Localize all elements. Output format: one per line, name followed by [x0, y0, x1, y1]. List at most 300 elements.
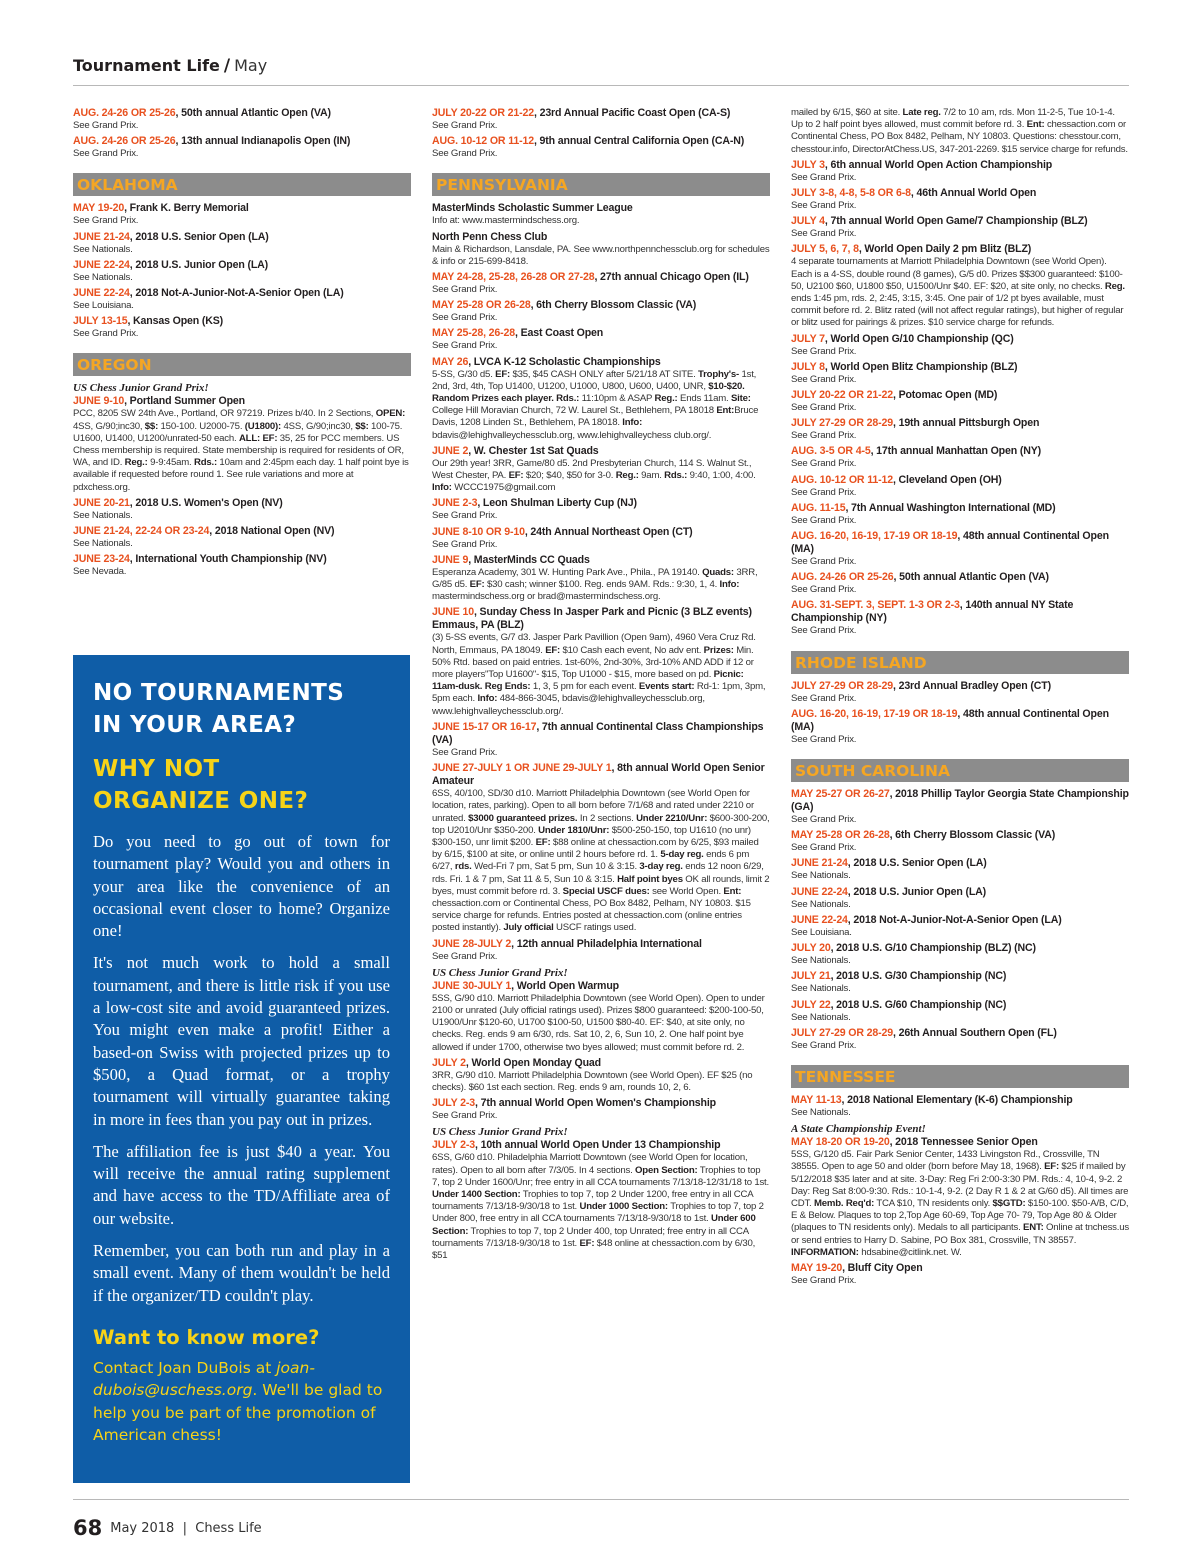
entry-date: MAY 19-20 [791, 1261, 843, 1274]
listing-entry [432, 299, 770, 324]
body-text: $88 online at chessaction.com by 6/25, $93 mailed by 6/15, $100 at site, or online until 2 hours before rd. 1. [432, 836, 759, 861]
entry-date: JUNE 30-JULY 1 [432, 979, 512, 992]
entry-body: See Nationals. [791, 1011, 851, 1023]
entry-date: MAY 18-20 OR 19-20 [791, 1136, 890, 1149]
body-key: Ent: [716, 405, 735, 417]
entry-body: See Grand Prix. [791, 373, 857, 385]
entry-body: See Grand Prix. [432, 340, 498, 352]
entry-title: , 10th annual World Open Under 13 Championship [474, 1139, 721, 1152]
entry-date: AUG. 16-20, 16-19, 17-19 OR 18-19 [791, 707, 958, 720]
body-key: $$: [144, 420, 159, 432]
entry-body: See Grand Prix. [791, 171, 857, 183]
listing-entry [791, 829, 1129, 854]
entry-date: JULY 20 [791, 942, 831, 955]
entry-date: MAY 25-28 OR 26-28 [791, 829, 890, 842]
entry-body: See Grand Prix. [791, 458, 857, 470]
body-key: EF: [545, 644, 561, 656]
entry-title: , 2018 National Elementary (K-6) Championship [841, 1093, 1073, 1106]
grand-prix-label: US Chess Junior Grand Prix! [432, 1126, 568, 1139]
footer-rule [73, 1499, 1129, 1500]
entry-date: JULY 27-29 OR 28-29 [791, 1026, 893, 1039]
listing-entry [791, 215, 1129, 240]
entry-title: , 8th annual World Open Senior Amateur [432, 762, 765, 788]
body-key: EF: [495, 368, 510, 380]
listing-entry [791, 1094, 1129, 1119]
entry-body: See Nationals. [791, 983, 851, 995]
entry-title: , Frank K. Berry Memorial [124, 202, 249, 215]
entry-date: JUNE 15-17 OR 16-17 [432, 720, 537, 733]
entry-body: See Grand Prix. [432, 746, 498, 758]
entry-title: , 17th annual Manhattan Open (NY) [870, 445, 1042, 458]
body-text: chessaction.com or Continental Chess, PO Box 8482, Pelham, NY 10803. $15 service charge for refunds. Entries posted at chessaction.com (online entries posted instantly). [432, 897, 751, 934]
body-key: 3-day reg. [639, 861, 683, 873]
listing-entry [73, 107, 411, 132]
entry-title: , 2018 U.S. G/60 Championship (NC) [830, 998, 1007, 1011]
state-header-rhode-island: RHODE ISLAND [791, 650, 1129, 674]
entry-title: , 24th Annual Northeast Open (CT) [524, 525, 693, 538]
entry-date: MAY 25-28, 26-28 [432, 327, 515, 340]
body-key: Trophy's- [698, 368, 740, 380]
body-text: Trophies to top 7, top 2 Under 800, free entry in all CCA tournaments 7/13/18-9/30/18 to 1st. [432, 1201, 764, 1225]
promo-want-more: Want to know more? [93, 1325, 320, 1349]
listing-entry [791, 970, 1129, 995]
entry-title: , Bluff City Open [842, 1261, 923, 1274]
entry-date: JULY 21 [791, 970, 831, 983]
entry-date: JULY 27-29 OR 28-29 [791, 417, 893, 430]
entry-date: JUNE 10 [432, 606, 474, 619]
listing-entry [432, 606, 770, 717]
entry-date: JUNE 21-24, 22-24 OR 23-24 [73, 525, 210, 538]
body-text: 11:10pm & ASAP [579, 393, 655, 405]
body-text: TCA $10, TN residents only. [874, 1197, 993, 1209]
body-key: Quads: [702, 566, 734, 578]
listing-entry [432, 271, 770, 296]
body-key: (U1800): [244, 420, 282, 432]
listing-entry [432, 107, 770, 132]
entry-date: JUNE 22-24 [73, 287, 130, 300]
listing-entry [432, 356, 770, 442]
entry-body: See Nationals. [73, 538, 133, 550]
header-separator: / [223, 56, 231, 76]
body-text: $35, $45 CASH ONLY after 5/21/18 AT SITE. [510, 368, 699, 380]
listing-entry [432, 497, 770, 522]
listing-entry [432, 1057, 770, 1094]
listing-entry [432, 721, 770, 759]
listing-entry [73, 231, 411, 256]
entry-body: Info at: www.mastermindschess.org. [432, 215, 580, 227]
body-key: Rds.: [193, 457, 217, 469]
listing-entry [791, 914, 1129, 939]
body-text: ends 6 pm 6/27, [432, 849, 750, 873]
body-text: 35, 25 for PCC members. US Chess membership is required. State membership is required for residents of OR, WA, and ID. [73, 432, 404, 469]
body-text: 6SS, 40/100, SD/30 d10. Marriott Philadelphia Downtown (see World Open for location, rates, parking). Open to all born before 7/1/68 and rated under 2210 or unrated. [432, 788, 754, 824]
entry-date: AUG. 24-26 OR 25-26 [73, 135, 176, 148]
entry-date: AUG. 31-SEPT. 3, SEPT. 1-3 OR 2-3 [791, 599, 960, 612]
listing-entry [73, 315, 411, 340]
entry-title: , 7th Annual Washington International (MD) [845, 501, 1056, 514]
entry-body [432, 788, 770, 934]
entry-title: , 19th annual Pittsburgh Open [892, 417, 1040, 430]
entry-body: See Grand Prix. [432, 148, 498, 160]
body-text: Ends 11am. [677, 393, 731, 405]
body-text: OK all rounds, limit 2 byes, must commit before rd. 3. [432, 873, 770, 897]
entry-body: See Grand Prix. [432, 510, 498, 522]
body-key: Events start: [638, 681, 695, 693]
listing-entry [73, 259, 411, 284]
body-text: $48 online at chessaction.com by 6/30, $51 [432, 1237, 756, 1261]
entry-body: See Nevada. [73, 566, 127, 578]
entry-body: See Grand Prix. [432, 538, 498, 550]
promo-heading-line: IN YOUR AREA? [93, 712, 297, 738]
entry-body: See Grand Prix. [791, 200, 857, 212]
column-left [73, 107, 411, 647]
body-key: Reg. [1104, 280, 1125, 292]
entry-body: See Louisiana. [791, 926, 852, 938]
promo-heading-line: NO TOURNAMENTS [93, 680, 345, 706]
body-text: (3) 5-SS events, G/7 d3. Jasper Park Pavillion (Open 9am), 4960 Vera Cruz Rd. North, Emmaus, PA 18049. [432, 632, 756, 656]
entry-date: MAY 25-27 OR 26-27 [791, 788, 890, 801]
body-key: $$GTD: [992, 1197, 1026, 1209]
body-key: 5-day reg. [660, 849, 704, 861]
body-text: $150-100. $50-A/B, C/D, E & Below. Plaques to top 2,Top Age 60-69, Top Age 70- 79, Top Age 80 & Older (plaques to TN residents only). Medals to all participants. [791, 1197, 1129, 1234]
body-key: INFORMATION: [791, 1246, 859, 1258]
entry-body: See Grand Prix. [791, 1274, 857, 1286]
entry-title: , 46th Annual World Open [910, 187, 1037, 200]
body-text: In 2 sections. [577, 812, 637, 824]
listing-entry [791, 1136, 1129, 1259]
listing-entry [791, 857, 1129, 882]
body-text: Trophies to top 7, top 2 Under 400, top Unrated; free entry in all CCA tournaments 7/13/18-9/30/18 to 1st. [432, 1225, 749, 1249]
entry-title: MasterMinds Scholastic Summer League [432, 202, 633, 215]
body-text: PCC, 8205 SW 24th Ave., Portland, OR 97219. Prizes b/40. In 2 Sections, [73, 408, 376, 420]
body-key: OPEN: [375, 408, 406, 420]
entry-title: , 7th annual World Open Women's Championship [474, 1097, 716, 1110]
entry-body: See Grand Prix. [432, 950, 498, 962]
entry-body: See Grand Prix. [432, 120, 498, 131]
body-key: EF: [469, 579, 485, 591]
body-text: 7/2 to 10 am, rds. Mon 11-2-5, Tue 10-1-4. Up to 2 half point byes allowed, must commit before rd. 3. [791, 107, 1115, 131]
listing-entry [73, 525, 411, 550]
entry-date: AUG. 10-12 OR 11-12 [791, 473, 893, 486]
entry-body: See Grand Prix. [791, 733, 857, 745]
body-key: Info: [622, 417, 643, 429]
body-key: Special USCF dues: [562, 885, 650, 897]
entry-date: JULY 22 [791, 998, 831, 1011]
entry-title: , World Open Warmup [511, 979, 619, 992]
entry-date: JUNE 27-JULY 1 OR JUNE 29-JULY 1 [432, 762, 612, 775]
running-header [73, 56, 1129, 86]
body-key: EF: [262, 432, 278, 444]
body-key: Ent: [1026, 119, 1045, 131]
body-text: Our 29th year! 3RR, Game/80 d5. 2nd Presbyterian Church, 114 S. Walnut St., West Chester, PA. [432, 457, 752, 482]
entry-title: , 2018 U.S. Senior Open (LA) [847, 857, 987, 870]
entry-body: See Grand Prix. [791, 345, 857, 357]
entry-title: , World Open G/10 Championship (QC) [824, 332, 1014, 345]
entry-body: See Grand Prix. [73, 148, 139, 160]
listing-entry [791, 187, 1129, 212]
entry-body: See Nationals. [791, 870, 851, 882]
body-key: $$: [355, 420, 369, 432]
promo-subheading-line: ORGANIZE ONE? [93, 788, 309, 814]
entry-date: MAY 11-13 [791, 1093, 842, 1106]
entry-title: , 2018 National Open (NV) [209, 525, 335, 538]
entry-title: , 12th annual Philadelphia International [511, 937, 702, 950]
state-header-oregon: OREGON [73, 352, 411, 376]
entry-title: , World Open Blitz Championship (BLZ) [824, 360, 1018, 373]
entry-date: AUG. 10-12 OR 11-12 [432, 135, 534, 148]
entry-title: , 23rd Annual Bradley Open (CT) [892, 679, 1051, 692]
body-text: 9-9:45am. [147, 457, 194, 469]
entry-date: JULY 3-8, 4-8, 5-8 OR 6-8 [791, 187, 911, 200]
contact-text: Contact Joan DuBois at [93, 1358, 277, 1377]
body-text: ends 12 noon 6/29, rds. Fri. 1 & 7 pm, Sat 11 & 5, Sun 10 & 3:15. [432, 861, 764, 885]
promo-subheading-line: WHY NOT [93, 756, 220, 782]
entry-body [432, 458, 770, 495]
entry-date: JULY 13-15 [73, 315, 128, 328]
entry-body: Main & Richardson, Lansdale, PA. See www.northpennchessclub.org for schedules & info or 215-699-8418. [432, 243, 770, 267]
entry-body [432, 1152, 770, 1262]
body-text: 10am and 2:45pm each day. 1 half point bye is available if requested before round 1. See rule variations and more at pdxchess.org. [73, 457, 409, 493]
entry-title: , 23rd Annual Pacific Coast Open (CA-S) [533, 107, 731, 119]
entry-date: AUG. 11-15 [791, 501, 846, 514]
body-key: Reg.: [124, 457, 148, 469]
listing-entry [73, 287, 411, 312]
entry-date: JUNE 9 [432, 553, 469, 566]
listing-entry [791, 417, 1129, 442]
entry-body [791, 1149, 1129, 1259]
entry-date: JUNE 8-10 OR 9-10 [432, 525, 525, 538]
listing-entry [432, 1097, 770, 1122]
listing-entry [791, 159, 1129, 184]
entry-body: See Nationals. [791, 1106, 851, 1118]
listing-entry [432, 231, 770, 268]
entry-body: See Nationals. [73, 509, 133, 521]
body-text: 4SS, G/90;inc30, [281, 420, 356, 432]
entry-title: , 6th Cherry Blossom Classic (VA) [530, 299, 697, 312]
entry-body: See Nationals. [791, 955, 851, 967]
body-key: EF: [1044, 1161, 1059, 1173]
entry-body: See Grand Prix. [791, 430, 857, 442]
listing-entry [791, 1262, 1129, 1287]
listing-entry [432, 1139, 770, 1262]
entry-title: , World Open Monday Quad [465, 1056, 601, 1069]
body-text: $10 Cash each event, No adv ent. [560, 644, 704, 656]
entry-title: , World Open Daily 2 pm Blitz (BLZ) [858, 243, 1032, 256]
entry-date: AUG. 24-26 OR 25-26 [73, 107, 176, 119]
entry-body [432, 369, 770, 442]
entry-title: , 2018 U.S. Junior Open (LA) [847, 885, 987, 898]
entry-date: JULY 20-22 OR 21-22 [432, 107, 534, 119]
entry-body: See Grand Prix. [791, 842, 857, 854]
entry-date: JUNE 20-21 [73, 496, 130, 509]
entry-date: JUNE 9-10 [73, 395, 125, 408]
promo-paragraph: Remember, you can both run and play in a small event. Many of them wouldn't be held if the organizer/TD couldn't play. [93, 1241, 390, 1305]
column-middle [432, 107, 770, 1487]
listing-entry [432, 445, 770, 495]
entry-date: MAY 25-28 OR 26-28 [432, 299, 531, 312]
promo-paragraph: Do you need to go out of town for tournament play? Would you and others in your area like the convenience of an occasional event closer to home? Organize one! [93, 832, 390, 941]
body-key: July official [503, 922, 554, 934]
body-key: EF: [508, 470, 524, 482]
body-text: College Hill Moravian Church, 72 W. Laurel St., Bethlehem, PA 18018 [432, 405, 717, 417]
entry-date: JUNE 21-24 [791, 857, 848, 870]
entry-title: , 7th annual World Open Game/7 Championship (BLZ) [824, 215, 1088, 228]
listing-entry [432, 526, 770, 551]
listing-entry [432, 327, 770, 352]
entry-title: , 50th annual Atlantic Open (VA) [175, 107, 331, 119]
promo-paragraph: It's not much work to hold a small tournament, and there is little risk if you use a low-cost site and avoid guaranteed prizes. You might even make a profit! Either a based-on Swiss with projected prizes up to $500, a Quad format, or a trophy tournament will virtually guarantee taking in more in fees than you pay out in prizes. [93, 953, 390, 1129]
entry-date: JULY 8 [791, 360, 825, 373]
entry-body: See Grand Prix. [791, 625, 857, 637]
body-text: 3RR, G/85 d5. [432, 566, 758, 591]
entry-title: , 2018 U.S. Women's Open (NV) [129, 496, 283, 509]
entry-body: See Grand Prix. [791, 402, 857, 414]
body-key: Ent: [723, 885, 742, 897]
body-text: 5-SS, G/30 d5. [432, 368, 496, 380]
state-championship-label: A State Championship Event! [791, 1123, 926, 1136]
body-key: rds. [454, 861, 472, 873]
entry-body: See Grand Prix. [791, 556, 857, 568]
entry-date: AUG. 24-26 OR 25-26 [791, 571, 894, 584]
listing-entry [791, 1027, 1129, 1052]
entry-body: See Grand Prix. [791, 692, 857, 704]
body-text: mailed by 6/15, $60 at site. [791, 107, 903, 118]
column-right [791, 107, 1129, 1487]
entry-title: , 2018 U.S. Junior Open (LA) [129, 258, 269, 271]
body-text: Trophies to top 7, top 2 Under 1200, free entry in all CCA tournaments 7/13/18-9/30/18 to 1st. [432, 1188, 753, 1213]
entry-date: MAY 26 [432, 355, 469, 368]
listing-entry [432, 762, 770, 934]
listing-entry [791, 445, 1129, 470]
entry-title: , International Youth Championship (NV) [129, 553, 327, 566]
entry-date: MAY 19-20 [73, 202, 125, 215]
entry-title: , MasterMinds CC Quads [468, 553, 590, 566]
body-text: 100-75. U1600, U1400, U1200/unrated-50 each. [73, 420, 403, 444]
entry-title: , 27th annual Chicago Open (IL) [594, 271, 749, 284]
entry-title: , Cleveland Open (OH) [892, 473, 1002, 486]
grand-prix-label: US Chess Junior Grand Prix! [432, 966, 568, 979]
body-text: Wed-Fri 7 pm, Sat 5 pm, Sun 10 & 3:15. [471, 861, 640, 873]
listing-entry [432, 980, 770, 1054]
listing-entry [791, 361, 1129, 386]
entry-body: See Grand Prix. [73, 215, 139, 227]
promo-box [73, 655, 410, 1483]
entry-title: , 48th annual Continental Open (MA) [791, 530, 1109, 556]
listing-entry [432, 938, 770, 963]
promo-paragraph: The affiliation fee is just $40 a year. You will receive the annual rating supplement and have access to the TD/Affiliate area of our website. [93, 1141, 390, 1228]
body-text: Online at tnchess.us or send entries to Harry D. Sabine, PO Box 381, Crossville, TN 38557. [791, 1222, 1129, 1246]
listing-entry [791, 571, 1129, 596]
body-key: Half point byes [617, 873, 683, 885]
body-text: $20; $40, $50 for 3-0. [523, 470, 616, 482]
body-key: Under 2210/Unr: [636, 812, 708, 824]
entry-body: See Grand Prix. [791, 486, 857, 498]
entry-body: See Louisiana. [73, 300, 134, 312]
entry-date: JUNE 21-24 [73, 230, 130, 243]
listing-entry [791, 999, 1129, 1024]
entry-date: JULY 7 [791, 332, 825, 345]
listing-entry [791, 243, 1129, 329]
entry-title: , 140th annual NY State Championship (NY) [791, 599, 1074, 625]
body-key: Rds.: [664, 470, 688, 482]
body-key: Open Section: [635, 1164, 698, 1176]
entry-body: 3RR, G/90 d10. Marriott Philadelphia Downtown (see World Open). EF $25 (no checks). $60 1st each section. Reg. ends 9 am, rounds 10, 2, 6. [432, 1069, 753, 1093]
entry-body: See Grand Prix. [432, 312, 498, 324]
body-text: $500-250-150, top U1610 (no unr) $300-150, unr limit $200. [432, 824, 751, 848]
body-text: $30 cash; winner $100. Reg. ends 9AM. Rds.: 9:30, 1, 4. [484, 579, 720, 591]
body-text: Rd-1: 1pm, 3pm, 5pm each. [432, 681, 766, 705]
entry-date: JULY 20-22 OR 21-22 [791, 389, 893, 402]
body-key: Under 1400 Section: [432, 1188, 521, 1200]
body-key: $3000 guaranteed prizes. [468, 812, 578, 824]
body-text: Min. 50% Rtd. based on paid entries. 1st-60%, 2nd-30%, 3rd-10% AND ADD if 12 or more players"Top U1600"- $15, Top U1000 - $15, more based on pd. [432, 644, 754, 681]
entry-body: See Grand Prix. [791, 584, 857, 596]
entry-body: See Nationals. [73, 243, 133, 255]
listing-entry [791, 788, 1129, 826]
listing-entry [791, 474, 1129, 499]
body-key: Info: [432, 482, 452, 494]
body-text: mastermindschess.org or brad@mastermindschess.org. [432, 591, 661, 603]
body-text: 4SS, G/90;inc30, [73, 420, 145, 432]
page-footer [73, 1516, 262, 1546]
entry-body [73, 408, 411, 493]
body-key: Under 1810/Unr: [538, 824, 610, 836]
contact-email[interactable]: joan-dubois@uschess.org [93, 1358, 315, 1400]
body-key: Late reg. [902, 107, 941, 118]
body-key: $10-$20. Random Prizes each player. Rds.: [432, 380, 745, 405]
body-text: Trophies to top 7, top 2 Under 1600/Unr; free entry in all CCA tournaments 7/13/18-12/31/18 to 1st. [432, 1164, 769, 1188]
entry-title: , 2018 U.S. G/30 Championship (NC) [830, 970, 1007, 983]
entry-body: See Grand Prix. [791, 228, 857, 240]
body-text: bdavis@lehighvalleychessclub.org, www.lehighvalleychess club.org/. [432, 429, 712, 441]
listing-entry [432, 202, 770, 227]
listing-entry [791, 886, 1129, 911]
body-text: Bruce Davis, 1208 Linden St., Bethlehem, PA 18018. [432, 405, 759, 429]
body-text: ends 1:45 pm, rds. 2, 2:45, 3:15, 3:45. One pair of 1/2 pt byes available, must commit before rd. 2. Blitz rated (will not affect regular ratings), but higher of regular or blitz used for pairings & prizes. $10 service charge for refunds. [791, 293, 1124, 329]
listing-entry [791, 502, 1129, 527]
body-key: Info: [477, 693, 498, 705]
entry-title: , 2018 U.S. G/10 Championship (BLZ) (NC) [830, 942, 1036, 955]
state-header-south-carolina: SOUTH CAROLINA [791, 758, 1129, 782]
body-text: chessaction.com or Continental Chess, PO Box 8482, Pelham, NY 10803. Questions: chesstour.com, chesstour.info, DirectorAtChess.US, 347-201-2269. $15 service charge for refunds. [791, 119, 1128, 155]
entry-body [791, 107, 1129, 156]
body-text: 9am. [638, 470, 665, 482]
entry-title: , 2018 Tennessee Senior Open [889, 1136, 1038, 1149]
body-text: WCCC1975@gmail.com [451, 482, 556, 494]
entry-date: JUNE 22-24 [791, 885, 848, 898]
entry-title: North Penn Chess Club [432, 230, 548, 243]
listing-entry [791, 942, 1129, 967]
entry-date: JULY 2-3 [432, 1139, 475, 1152]
body-key: Prizes: [703, 644, 734, 656]
body-text: 6SS, G/60 d10. Philadelphia Marriott Downtown (see World Open for location, rates). Open to all born after 7/3/05. In 4 sections. [432, 1152, 748, 1176]
section-title: Tournament Life [73, 56, 220, 75]
entry-title: , Sunday Chess In Jasper Park and Picnic (3 BLZ events) Emmaus, PA (BLZ) [432, 606, 752, 632]
entry-title: , 2018 Phillip Taylor Georgia State Championship (GA) [791, 788, 1129, 814]
listing-entry [791, 333, 1129, 358]
body-key: EF: [535, 836, 551, 848]
entry-title: , 50th annual Atlantic Open (VA) [893, 571, 1049, 584]
body-text: 1, 3, 5 pm for each event. [530, 681, 639, 693]
listing-entry [432, 554, 770, 604]
entry-date: MAY 24-28, 25-28, 26-28 OR 27-28 [432, 271, 595, 284]
body-text: see World Open. [649, 885, 724, 897]
entry-title: , Leon Shulman Liberty Cup (NJ) [477, 497, 637, 510]
page-number: 68 [73, 1516, 103, 1540]
entry-date: JULY 3 [791, 158, 825, 171]
entry-body: See Nationals. [73, 271, 133, 283]
entry-body: See Grand Prix. [791, 1039, 857, 1051]
